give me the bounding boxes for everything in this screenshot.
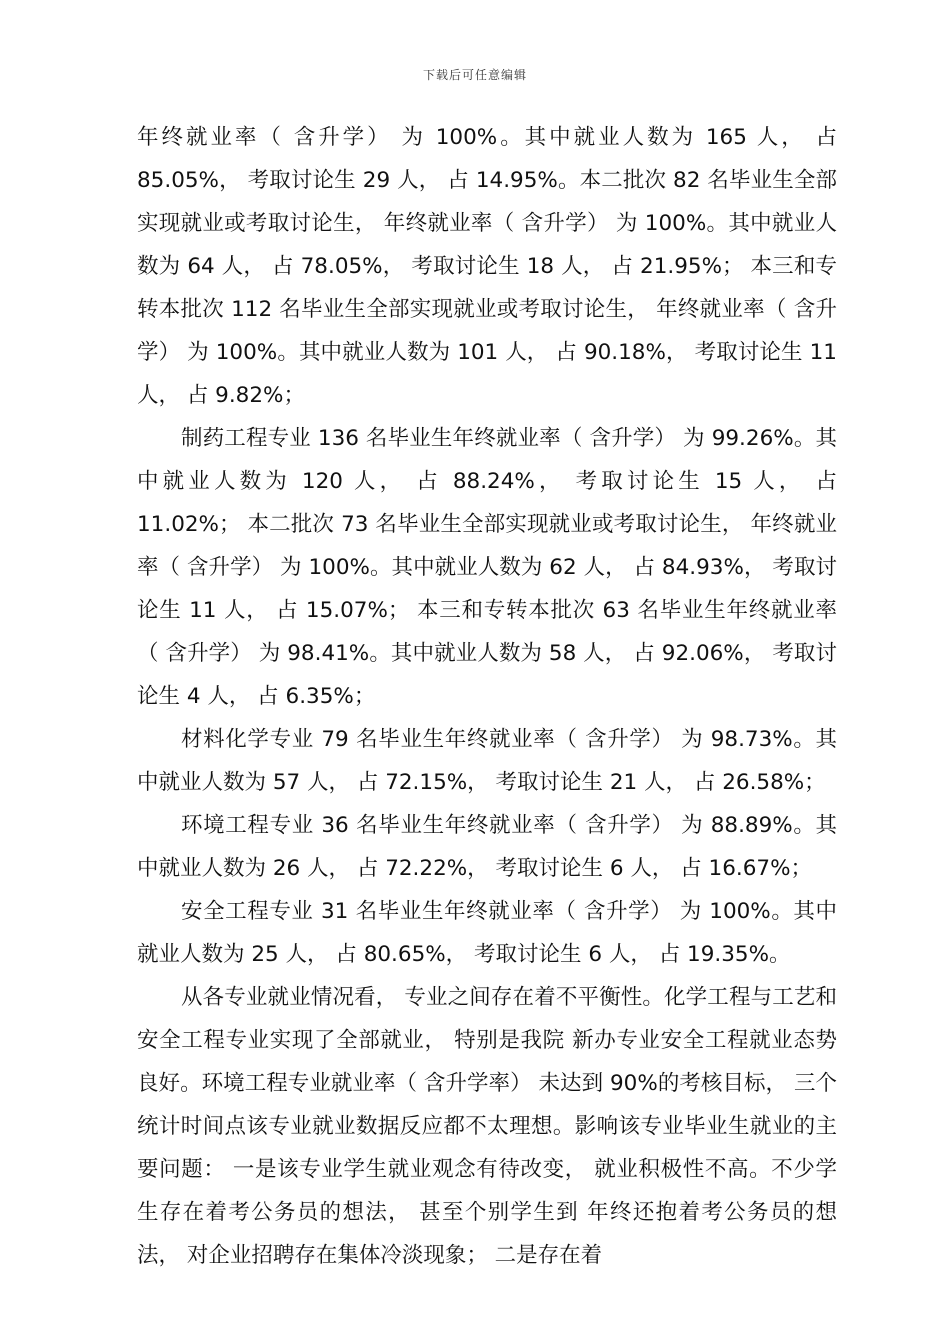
- paragraph: 年终就业率（ 含升学） 为 100%。其中就业人数为 165 人， 占 85.05%， 考取讨论生 29 人， 占 14.95%。本二批次 82 名毕业生全部实现就业或考取讨论生， 年终就业率（ 含升学） 为 100%。其中就业人数为 64 人， 占 78.05%， 考取讨论生 18 人， 占 21.95%； 本三和专转本批次 112 名毕业生全部实现就业或考取讨论生， 年终就业率（ 含升学） 为 100%。其中就业人数为 101 人， 占 90.18%， 考取讨论生 11 人， 占 9.82%；: [137, 125, 837, 408]
- page-header: 下载后可任意编辑: [422, 68, 527, 82]
- paragraph: 材料化学专业 79 名毕业生年终就业率（ 含升学） 为 98.73%。其中就业人数为 57 人， 占 72.15%， 考取讨论生 21 人， 占 26.58%；: [137, 727, 837, 795]
- document-body: [137, 116, 837, 1277]
- paragraph: 环境工程专业 36 名毕业生年终就业率（ 含升学） 为 88.89%。其中就业人数为 26 人， 占 72.22%， 考取讨论生 6 人， 占 16.67%；: [137, 813, 837, 881]
- paragraph: 从各专业就业情况看， 专业之间存在着不平衡性。化学工程与工艺和安全工程专业实现了全部就业， 特别是我院 新办专业安全工程就业态势良好。环境工程专业就业率（ 含升学率） 未达到 90%的考核目标， 三个统计时间点该专业就业数据反应都不太理想。影响该专业毕业生就业的主要问题： 一是该专业学生就业观念有待改变， 就业积极性不高。不少学生存在着考公务员的想法， 甚至个别学生到 年终还抱着考公务员的想法， 对企业招聘存在集体冷淡现象； 二是存在着: [137, 985, 837, 1268]
- paragraph: 制药工程专业 136 名毕业生年终就业率（ 含升学） 为 99.26%。其中就业人数为 120 人， 占 88.24%， 考取讨论生 15 人， 占 11.02%； 本二批次 73 名毕业生全部实现就业或考取讨论生， 年终就业率（ 含升学） 为 100%。其中就业人数为 62 人， 占 84.93%， 考取讨论生 11 人， 占 15.07%； 本三和专转本批次 63 名毕业生年终就业率（ 含升学） 为 98.41%。其中就业人数为 58 人， 占 92.06%， 考取讨论生 4 人， 占 6.35%；: [137, 426, 837, 709]
- paragraph: 安全工程专业 31 名毕业生年终就业率（ 含升学） 为 100%。其中就业人数为 25 人， 占 80.65%， 考取讨论生 6 人， 占 19.35%。: [137, 899, 837, 967]
